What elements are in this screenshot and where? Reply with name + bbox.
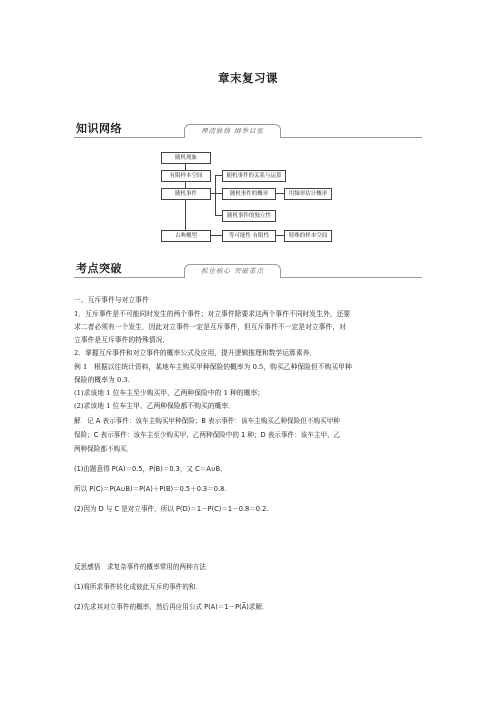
solution-line: (1)由题意得 P(A)＝0.5，P(B)＝0.3，又 C＝A∪B， (74, 465, 227, 473)
section-tab: 理清脉络 纲举目张 (184, 124, 281, 138)
example-1 (74, 361, 422, 413)
reflection-line: (1)将所求事件转化成彼此互斥的事件的和． (74, 583, 203, 591)
node-finite-sample-space: 有限样本空间 (161, 170, 211, 182)
node-random-phenomenon: 随机现象 (161, 152, 211, 164)
node-special-sample-space: 特殊的样本空间 (284, 230, 332, 242)
section-tab: 抓住核心 突破重点 (184, 264, 281, 278)
example-line: (1)求该地 1 位车主至少购买甲、乙两种保险中的 1 种的概率； (74, 389, 265, 397)
node-event-independence: 随机事件的独立性 (222, 210, 276, 222)
solution-line: (2)因为 D 与 C 是对立事件，所以 P(D)＝1－P(C)＝1－0.8＝0.2. (74, 505, 269, 513)
node-event-probability: 随机事件的概率 (222, 188, 276, 200)
example-line: 例 1 根据以往统计资料，某地车主购买甲种保险的概率为 0.5，购买乙种保险但不购买甲种 (74, 363, 352, 371)
section-heading: 考点突破 (76, 262, 122, 275)
solution (74, 414, 422, 516)
key-points (74, 308, 422, 360)
solution-line: 保险；C 表示事件：该车主至少购买甲、乙两种保险中的 1 种；D 表示事件：该车主甲、乙 (74, 431, 341, 439)
node-frequency-estimate: 用频率估计概率 (284, 188, 332, 200)
point-line: 2．掌握互斥事件和对立事件的概率公式及应用，提升逻辑推理和数学运算素养． (74, 349, 317, 357)
point-line: 立事件是互斥事件的特殊情况． (74, 336, 170, 344)
page-title: 章末复习课 (218, 71, 278, 85)
reflection (74, 560, 422, 614)
node-random-event: 随机事件 (161, 188, 211, 200)
topic-heading: 一、互斥事件与对立事件 (74, 296, 149, 304)
point-line: 求二者必须有一个发生．因此对立事件一定是互斥事件，但互斥事件不一定是对立事件，对 (74, 323, 346, 331)
example-line: 保险的概率为 0.3. (74, 376, 130, 384)
reflection-line: (2)先求其对立事件的概率，然后再应用公式 P(A)＝1－P(A̅)求解． (74, 603, 269, 611)
example-line: (2)求该地 1 位车主甲、乙两种保险都不购买的概率． (74, 402, 236, 410)
node-equal-likelihood: 等可能性 有限性 (222, 230, 276, 242)
solution-line: 所以 P(C)＝P(A∪B)＝P(A)＋P(B)＝0.5＋0.3＝0.8. (74, 485, 227, 493)
node-classical-model: 古典概型 (161, 230, 211, 242)
node-event-relations: 随机事件的关系与运算 (222, 170, 286, 182)
section-heading: 知识网络 (76, 122, 122, 135)
solution-line: 解 记 A 表示事件：该车主购买甲种保险；B 表示事件：该车主购买乙种保险但不购买甲种 (74, 417, 340, 425)
section-key-points (74, 258, 422, 280)
reflection-heading: 反思感悟 求复杂事件的概率常用的两种方法 (74, 563, 206, 571)
point-line: 1．互斥事件是不可能同时发生的两个事件；对立事件除要求这两个事件不同时发生外，还要 (74, 310, 351, 318)
solution-line: 两种保险都不购买． (74, 445, 134, 453)
